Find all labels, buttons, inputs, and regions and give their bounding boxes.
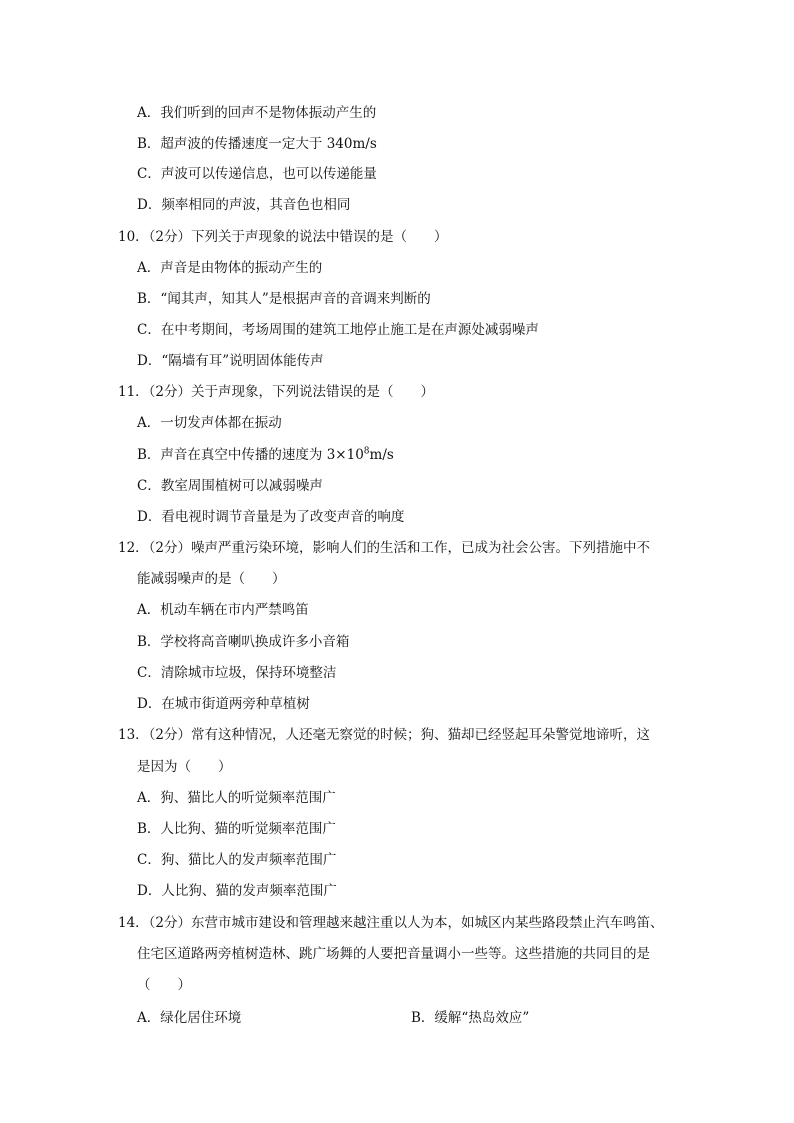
option-c: C．声波可以传递信息，也可以传递能量 (137, 166, 377, 182)
option-a: A．绿化居住环境 (137, 1010, 242, 1026)
question-stem: 11．（2分）关于声现象，下列说法错误的是（ ） (118, 384, 435, 400)
option-b: B．学校将高音喇叭换成许多小音箱 (137, 634, 350, 650)
option-b: B．超声波的传播速度一定大于 340m/s (137, 136, 377, 152)
option-a: A．机动车辆在市内严禁鸣笛 (137, 602, 309, 618)
option-d: D．“隔墙有耳”说明固体能传声 (137, 353, 324, 369)
option-a: A．声音是由物体的振动产生的 (137, 260, 323, 276)
question-stem-line3: （ ） (137, 977, 191, 993)
exponent: 8 (363, 446, 370, 457)
option-d: D．频率相同的声波，其音色也相同 (137, 197, 351, 213)
option-b: B．人比狗、猫的听觉频率范围广 (137, 821, 336, 837)
question-stem-line1: 12．（2分）噪声严重污染环境，影响人们的生活和工作，已成为社会公害。下列措施中不 (118, 540, 651, 556)
question-stem-line1: 13．（2分）常有这种情况，人还毫无察觉的时候；狗、猫却已经竖起耳朵警觉地谛听，这 (118, 727, 651, 743)
option-b-text: B．声音在真空中传播的速度为 3×10 (137, 447, 364, 463)
option-d: D．在城市街道两旁种草植树 (137, 696, 310, 712)
option-c: C．在中考期间，考场周围的建筑工地停止施工是在声源处减弱噪声 (137, 322, 539, 338)
option-c: C．教室周围植树可以减弱噪声 (137, 478, 323, 494)
question-stem-line2: 能减弱噪声的是（ ） (137, 571, 286, 587)
option-a: A．一切发声体都在振动 (137, 415, 282, 431)
question-stem: 10．（2分）下列关于声现象的说法中错误的是（ ） (118, 229, 448, 245)
question-stem-line2: 是因为（ ） (137, 759, 232, 775)
option-b: B．“闻其声，知其人”是根据声音的音调来判断的 (137, 291, 431, 307)
option-d: D．人比狗、猫的发声频率范围广 (137, 883, 337, 899)
option-c: C．清除城市垃圾，保持环境整洁 (137, 665, 337, 681)
question-stem-line2: 住宅区道路两旁植树造林、跳广场舞的人要把音量调小一些等。这些措施的共同目的是 (137, 946, 650, 962)
option-b: B．缓解“热岛效应” (411, 1010, 530, 1026)
option-a: A．我们听到的回声不是物体振动产生的 (137, 105, 377, 121)
question-stem-line1: 14．（2分）东营市城市建设和管理越来越注重以人为本，如城区内某些路段禁止汽车鸣笛、 (118, 915, 664, 931)
option-d: D．看电视时调节音量是为了改变声音的响度 (137, 509, 405, 525)
option-c: C．狗、猫比人的发声频率范围广 (137, 852, 337, 868)
option-a: A．狗、猫比人的听觉频率范围广 (137, 790, 336, 806)
option-b-unit: m/s (369, 447, 394, 463)
option-b (137, 445, 394, 465)
